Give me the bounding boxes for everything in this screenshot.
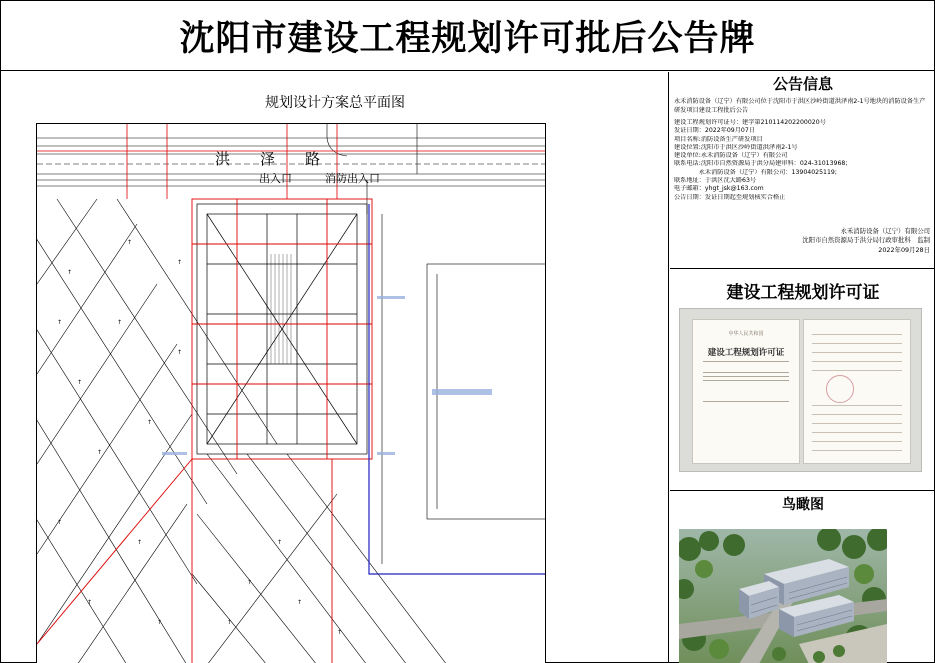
svg-text:↑: ↑ [157,619,163,626]
svg-text:↑: ↑ [67,269,73,276]
permit-detail-page [803,319,911,464]
svg-text:↑: ↑ [297,599,303,606]
board-title: 沈阳市建设工程规划许可批后公告牌 [1,1,934,71]
notice-field: 公告日期：发证日期起至规划核实合格止 [674,193,786,201]
svg-text:↑: ↑ [57,319,63,326]
notice-field: 联系电话:沈阳市自然资源局于洪分局建审科：024-31013968; [674,160,848,168]
svg-text:↑: ↑ [177,259,183,266]
notice-date: 2022年09月28日 [878,245,930,254]
notice-field: 建设工程规划许可证号：建字第210114202200020号 [674,119,826,126]
road-lines [37,124,546,214]
permit-stamp [826,375,854,403]
info-panel [670,72,935,663]
permit-document-image [679,308,922,472]
svg-text:↑: ↑ [57,519,63,526]
permit-country: 中华人民共和国 [728,331,764,337]
notice-field: 联系地址：于洪区沈大路63号 [674,177,757,185]
notice-field: 发证日期：2022年09月07日 [674,127,755,135]
aerial-section [670,492,935,663]
entrance-label: 出入口 [259,172,292,185]
svg-text:↑: ↑ [227,619,233,626]
notice-field: 建设位置:沈阳市于洪区沙岭街道洪泽南2-1号 [674,143,798,151]
svg-text:↑: ↑ [137,539,143,546]
diagonal-grid [37,199,447,663]
notice-field: 电子邮箱：yhgt_jsk@163.com [674,185,764,193]
svg-text:↑: ↑ [87,599,93,606]
svg-text:↑: ↑ [277,539,283,546]
svg-text:↑: ↑ [127,239,133,246]
permit-title: 建设工程规划许可证 [726,283,880,303]
svg-text:↑: ↑ [117,319,123,326]
notice-field: 永禾消防设备（辽宁）有限公司：13904025119; [674,168,837,176]
notice-section [670,72,935,269]
svg-text:↑: ↑ [337,629,343,636]
svg-text:↑: ↑ [147,419,153,426]
signatory-company: 永禾消防设备（辽宁）有限公司 [840,227,930,235]
site-plan-title: 规划设计方案总平面图 [265,95,405,111]
svg-text:↑: ↑ [177,349,183,356]
notice-signatories [802,227,930,255]
svg-text:↑: ↑ [77,379,83,386]
site-plan-svg [37,124,546,663]
site-plan-panel [1,72,669,663]
road-name-label: 洪 泽 路 [215,150,321,168]
svg-text:↑: ↑ [247,579,253,586]
signatory-bureau: 沈阳市自然资源局于洪分局行政审批科 监制 [802,236,930,245]
building-footprint [197,204,367,454]
aerial-title: 鸟瞰图 [782,497,824,513]
notice-field: 项目名称:消防设备生产研发项目 [674,135,763,143]
site-plan-drawing [36,123,546,663]
svg-text:↑: ↑ [97,449,103,456]
permit-doc-title: 建设工程规划许可证 [707,348,785,358]
permit-cover-page [692,319,800,464]
plan-marks [57,239,342,636]
notice-fields [674,119,930,202]
notice-intro: 永禾消防设备（辽宁）有限公司位于沈阳市于洪区沙岭街道洪泽南2-1号地块的消防设备生产研发项目建设工程批后公告 [674,98,926,114]
fire-entrance-label: 消防出入口 [325,172,380,185]
permit-section [670,270,935,491]
aerial-view-image [679,529,887,663]
notice-title: 公告信息 [772,75,833,93]
notice-field: 建设单位:永禾消防设备（辽宁）有限公司 [674,152,788,160]
